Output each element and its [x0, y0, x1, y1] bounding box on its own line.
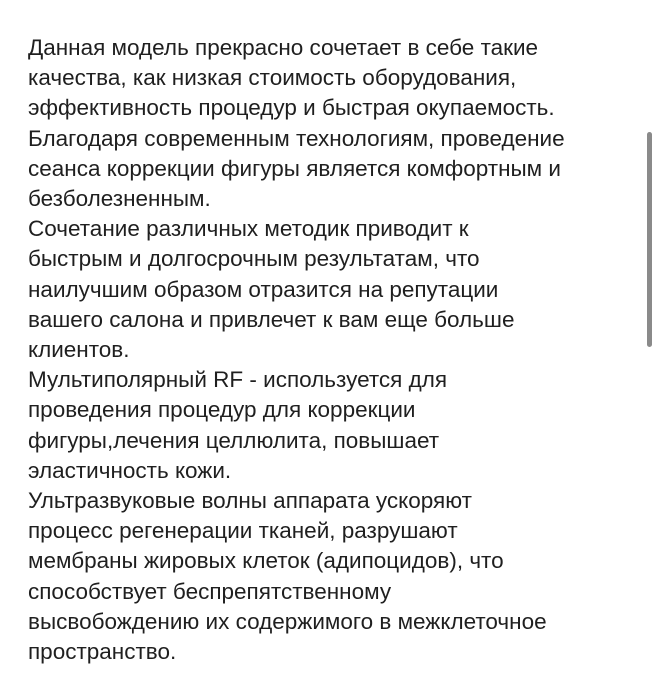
text-line: Мультиполярный RF - используется для [28, 367, 448, 393]
text-line: Благодаря современным технологиям, проведение [28, 125, 565, 151]
text-line: эффективность процедур и быстрая окупаемость. [28, 95, 555, 121]
text-line: эластичность кожи. [28, 457, 232, 483]
text-line: Ультразвуковые волны аппарата ускоряют [28, 488, 472, 514]
text-line: безболезненным. [28, 186, 211, 212]
text-line: способствует беспрепятственному [28, 578, 392, 604]
text-line: мембраны жировых клеток (адипоцидов), что [28, 548, 504, 574]
text-line: клиентов. [28, 337, 130, 363]
text-line: сеанса коррекции фигуры является комфортным и [28, 155, 561, 181]
text-line: фигуры,лечения целлюлита, повышает [28, 427, 440, 453]
scrollbar[interactable] [647, 132, 652, 347]
text-line: высвобождению их содержимого в межклеточное [28, 608, 547, 634]
body-text [28, 33, 638, 667]
text-line: наилучшим образом отразится на репутации [28, 276, 499, 302]
text-line: процесс регенерации тканей, разрушают [28, 518, 458, 544]
text-line: Сочетание различных методик приводит к [28, 216, 469, 242]
text-line: качества, как низкая стоимость оборудования, [28, 65, 517, 91]
text-line: пространство. [28, 639, 177, 665]
text-line: вашего салона и привлечет к вам еще больше [28, 306, 515, 332]
text-line: быстрым и долгосрочным результатам, что [28, 246, 480, 272]
text-line: проведения процедур для коррекции [28, 397, 416, 423]
text-line: Данная модель прекрасно сочетает в себе такие [28, 35, 539, 60]
